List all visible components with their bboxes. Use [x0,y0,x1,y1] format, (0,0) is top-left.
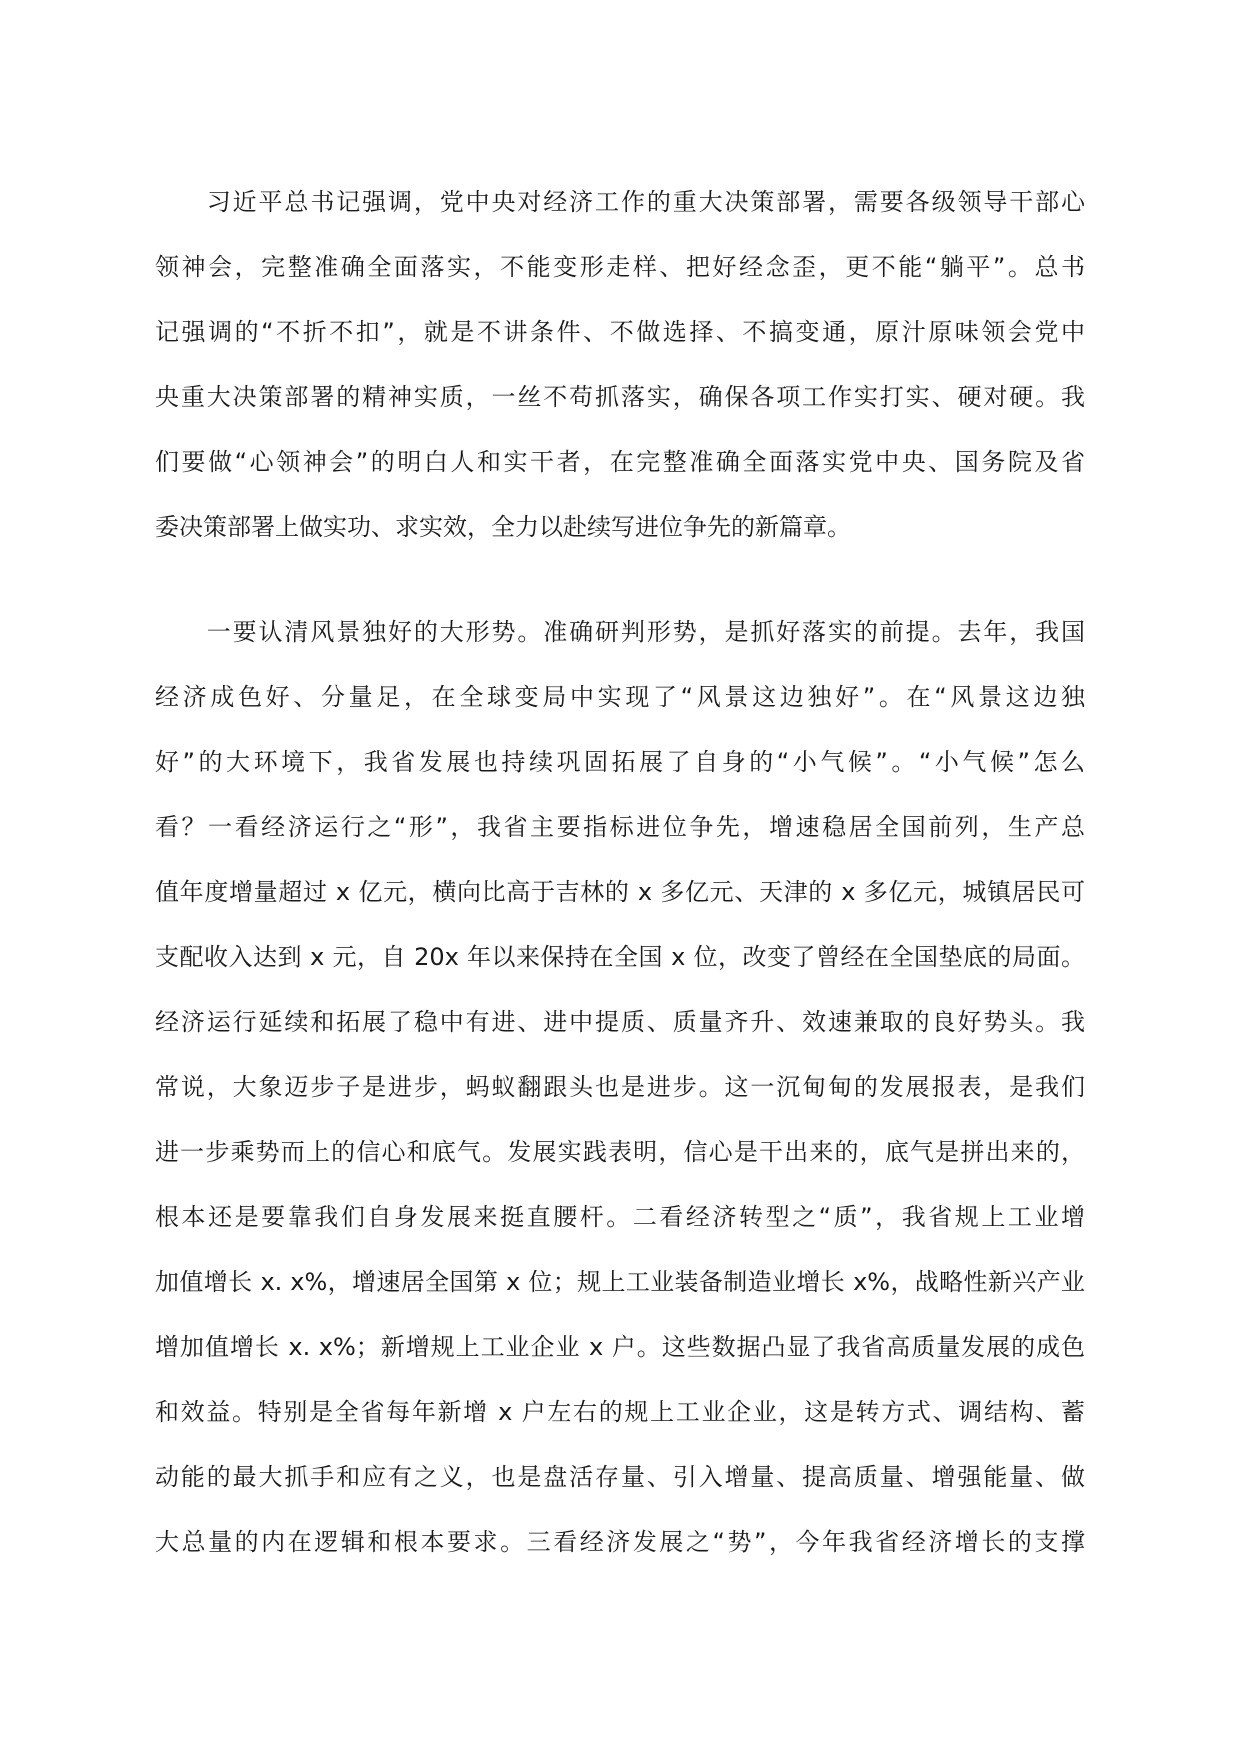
paragraph-2 [155,600,1085,1575]
text-line: 大总量的内在逻辑和根本要求。三看经济发展之“势”，今年我省经济增长的支撑 [155,1528,1085,1556]
text-line: 常说，大象迈步子是进步，蚂蚁翻跟头也是进步。这一沉甸甸的发展报表，是我们 [155,1073,1085,1101]
paragraph-1 [155,170,1085,560]
text-line: 加值增长 x. x%，增速居全国第 x 位；规上工业装备制造业增长 x%，战略性新兴产业 [155,1268,1085,1296]
text-line: 央重大决策部署的精神实质，一丝不苟抓落实，确保各项工作实打实、硬对硬。我 [155,383,1085,411]
text-line: 增加值增长 x. x%；新增规上工业企业 x 户。这些数据凸显了我省高质量发展的成色 [155,1333,1085,1361]
text-line: 记强调的“不折不扣”，就是不讲条件、不做选择、不搞变通，原汁原味领会党中 [155,318,1085,346]
text-line: 根本还是要靠我们自身发展来挺直腰杆。二看经济转型之“质”，我省规上工业增 [155,1203,1085,1231]
text-line: 一要认清风景独好的大形势。准确研判形势，是抓好落实的前提。去年，我国 [155,618,1085,646]
text-line: 们要做“心领神会”的明白人和实干者，在完整准确全面落实党中央、国务院及省 [155,448,1085,476]
text-line: 支配收入达到 x 元，自 20x 年以来保持在全国 x 位，改变了曾经在全国垫底的局面。 [155,943,1085,971]
text-line: 值年度增量超过 x 亿元，横向比高于吉林的 x 多亿元、天津的 x 多亿元，城镇居民可 [155,878,1085,906]
text-line: 看？一看经济运行之“形”，我省主要指标进位争先，增速稳居全国前列，生产总 [155,813,1085,841]
text-line: 动能的最大抓手和应有之义，也是盘活存量、引入增量、提高质量、增强能量、做 [155,1463,1085,1491]
text-line: 进一步乘势而上的信心和底气。发展实践表明，信心是干出来的，底气是拼出来的， [155,1138,1085,1166]
text-line: 好”的大环境下，我省发展也持续巩固拓展了自身的“小气候”。“小气候”怎么 [155,748,1085,776]
text-line: 经济成色好、分量足，在全球变局中实现了“风景这边独好”。在“风景这边独 [155,683,1085,711]
text-line: 经济运行延续和拓展了稳中有进、进中提质、质量齐升、效速兼取的良好势头。我 [155,1008,1085,1036]
text-line: 委决策部署上做实功、求实效，全力以赴续写进位争先的新篇章。 [155,513,851,541]
text-line: 习近平总书记强调，党中央对经济工作的重大决策部署，需要各级领导干部心 [155,188,1085,216]
text-line: 领神会，完整准确全面落实，不能变形走样、把好经念歪，更不能“躺平”。总书 [155,253,1085,281]
text-line: 和效益。特别是全省每年新增 x 户左右的规上工业企业，这是转方式、调结构、蓄 [155,1398,1085,1426]
